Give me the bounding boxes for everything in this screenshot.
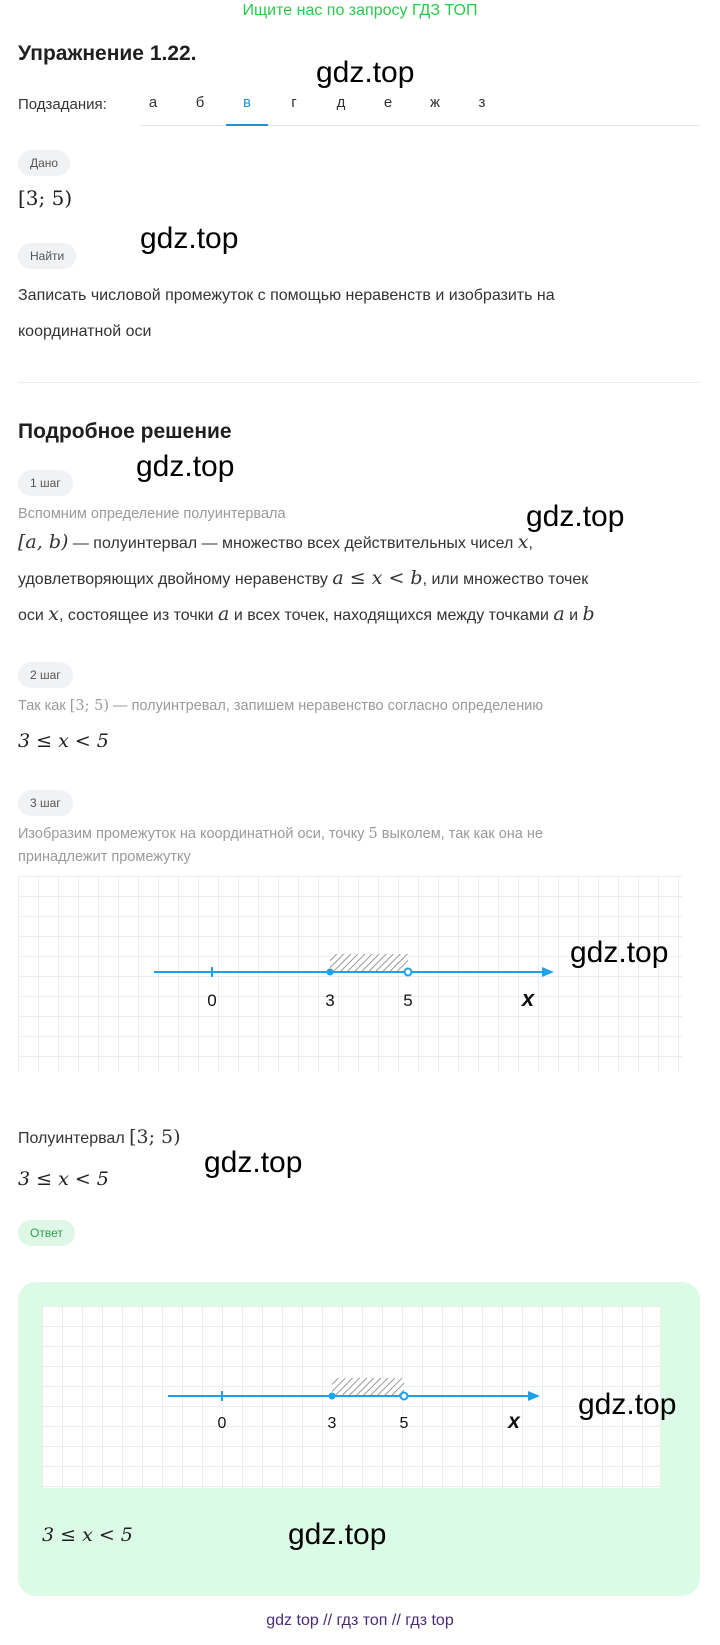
summary-inequality: 3 ≤ x < 5 [18,1168,109,1190]
summary-line [18,1126,181,1148]
tab-b[interactable]: б [195,94,205,111]
step1-l1-end: , [528,535,533,552]
given-value: [3; 5) [18,186,73,210]
watermark: gdz.top [570,936,669,969]
watermark: gdz.top [526,500,625,533]
step1-l3-and: и [564,607,583,624]
tab-d[interactable]: д [336,94,346,111]
step3-caption-a: Изобразим промежуток на координатной оси, точку [18,826,369,842]
label-5: 5 [403,991,413,1010]
step3-caption-line1 [18,826,543,842]
step1-l2-text: удовлетворяющих двойному неравенству [18,571,333,588]
step1-line3 [18,596,595,634]
step1-caption: Вспомним определение полуинтервала [18,506,286,522]
point-a: a [218,603,230,625]
watermark: gdz.top [288,1518,387,1551]
point-5: 5 [368,826,378,842]
find-text-line2: координатной оси [18,323,152,340]
step2-caption-b: — полуинтревал, запишем неравенство согласно определению [109,698,544,714]
number-line-graph [18,876,682,1072]
label-0: 0 [207,991,217,1010]
step1-l3-a: оси [18,607,49,624]
step1-line1 [18,524,533,562]
step1-l3-b: , состоящее из точки [59,607,219,624]
interval-3-5: [3; 5) [129,1126,181,1148]
answer-badge: Ответ [18,1220,75,1246]
footer-links [0,1612,720,1630]
given-badge: Дано [18,150,70,176]
step1-badge: 1 шаг [18,470,73,496]
step2-badge: 2 шаг [18,662,73,688]
find-badge: Найти [18,243,76,269]
axis-arrow-icon [528,1391,540,1401]
search-banner[interactable]: Ищите нас по запросу ГДЗ ТОП [242,2,478,19]
axis-label-x: x [508,1410,520,1433]
var-x: x [48,603,59,625]
step1-l3-c: и всех точек, находящихся между точками [229,607,554,624]
open-point-5 [405,969,412,976]
section-divider [18,382,700,383]
closed-point-3 [329,1393,336,1400]
var-x: x [517,531,529,553]
tab-e[interactable]: е [383,94,393,111]
step3-caption-line2: принадлежит промежутку [18,849,191,865]
step2-inequality: 3 ≤ x < 5 [18,730,109,752]
step1-l1-text: — полуинтервал — множество всех действительных чисел [68,535,518,552]
footer-separator: // [318,1612,337,1629]
tab-a[interactable]: а [148,94,158,111]
tab-g[interactable]: г [291,94,297,111]
watermark: gdz.top [140,222,239,255]
find-text-line1: Записать числовой промежуток с помощью неравенств и изобразить на [18,287,555,304]
footer-link-gdz-top[interactable]: gdz top [266,1612,319,1629]
watermark: gdz.top [136,450,235,483]
half-interval-ab: [a, b) [18,531,69,553]
axis-arrow-icon [542,967,554,977]
step2-caption [18,698,543,714]
exercise-title: Упражнение 1.22. [18,42,197,65]
interval-hatch [332,1378,404,1396]
open-point-5 [401,1393,408,1400]
point-b: b [582,603,595,625]
tab-v[interactable]: в [226,86,268,126]
number-line-svg [18,876,682,1072]
tab-zh[interactable]: ж [429,94,441,111]
watermark: gdz.top [204,1146,303,1179]
answer-number-line-graph [42,1306,660,1488]
step3-caption-b: выколем, так как она не [377,826,543,842]
watermark: gdz.top [316,56,415,89]
step3-badge: 3 шаг [18,790,73,816]
subtask-tabs [140,86,700,126]
answer-inequality: 3 ≤ x < 5 [42,1524,133,1546]
point-a: a [553,603,565,625]
solution-title: Подробное решение [18,420,232,443]
label-0: 0 [217,1415,227,1432]
tab-z[interactable]: з [478,94,486,111]
step1-l2-end: , или множество точек [422,571,589,588]
label-5: 5 [399,1415,409,1432]
label-3: 3 [325,991,335,1010]
subtasks-label: Подзадания: [18,96,107,113]
footer-separator: // [387,1612,406,1629]
footer-link-gdz-top-ru[interactable]: гдз топ [336,1612,388,1629]
axis-label-x: x [521,986,535,1011]
step2-caption-a: Так как [18,698,70,714]
closed-point-3 [327,969,334,976]
interval-hatch [330,954,408,972]
interval-3-5: [3; 5) [69,698,110,714]
watermark: gdz.top [578,1388,677,1421]
answer-number-line-svg [42,1306,660,1488]
summary-label: Полуинтервал [18,1130,130,1147]
step1-line2 [18,560,588,598]
inequality-a-x-b: a ≤ x < b [332,567,423,589]
footer-link-gdz-top-mixed[interactable]: гдз top [405,1612,454,1629]
label-3: 3 [327,1415,337,1432]
